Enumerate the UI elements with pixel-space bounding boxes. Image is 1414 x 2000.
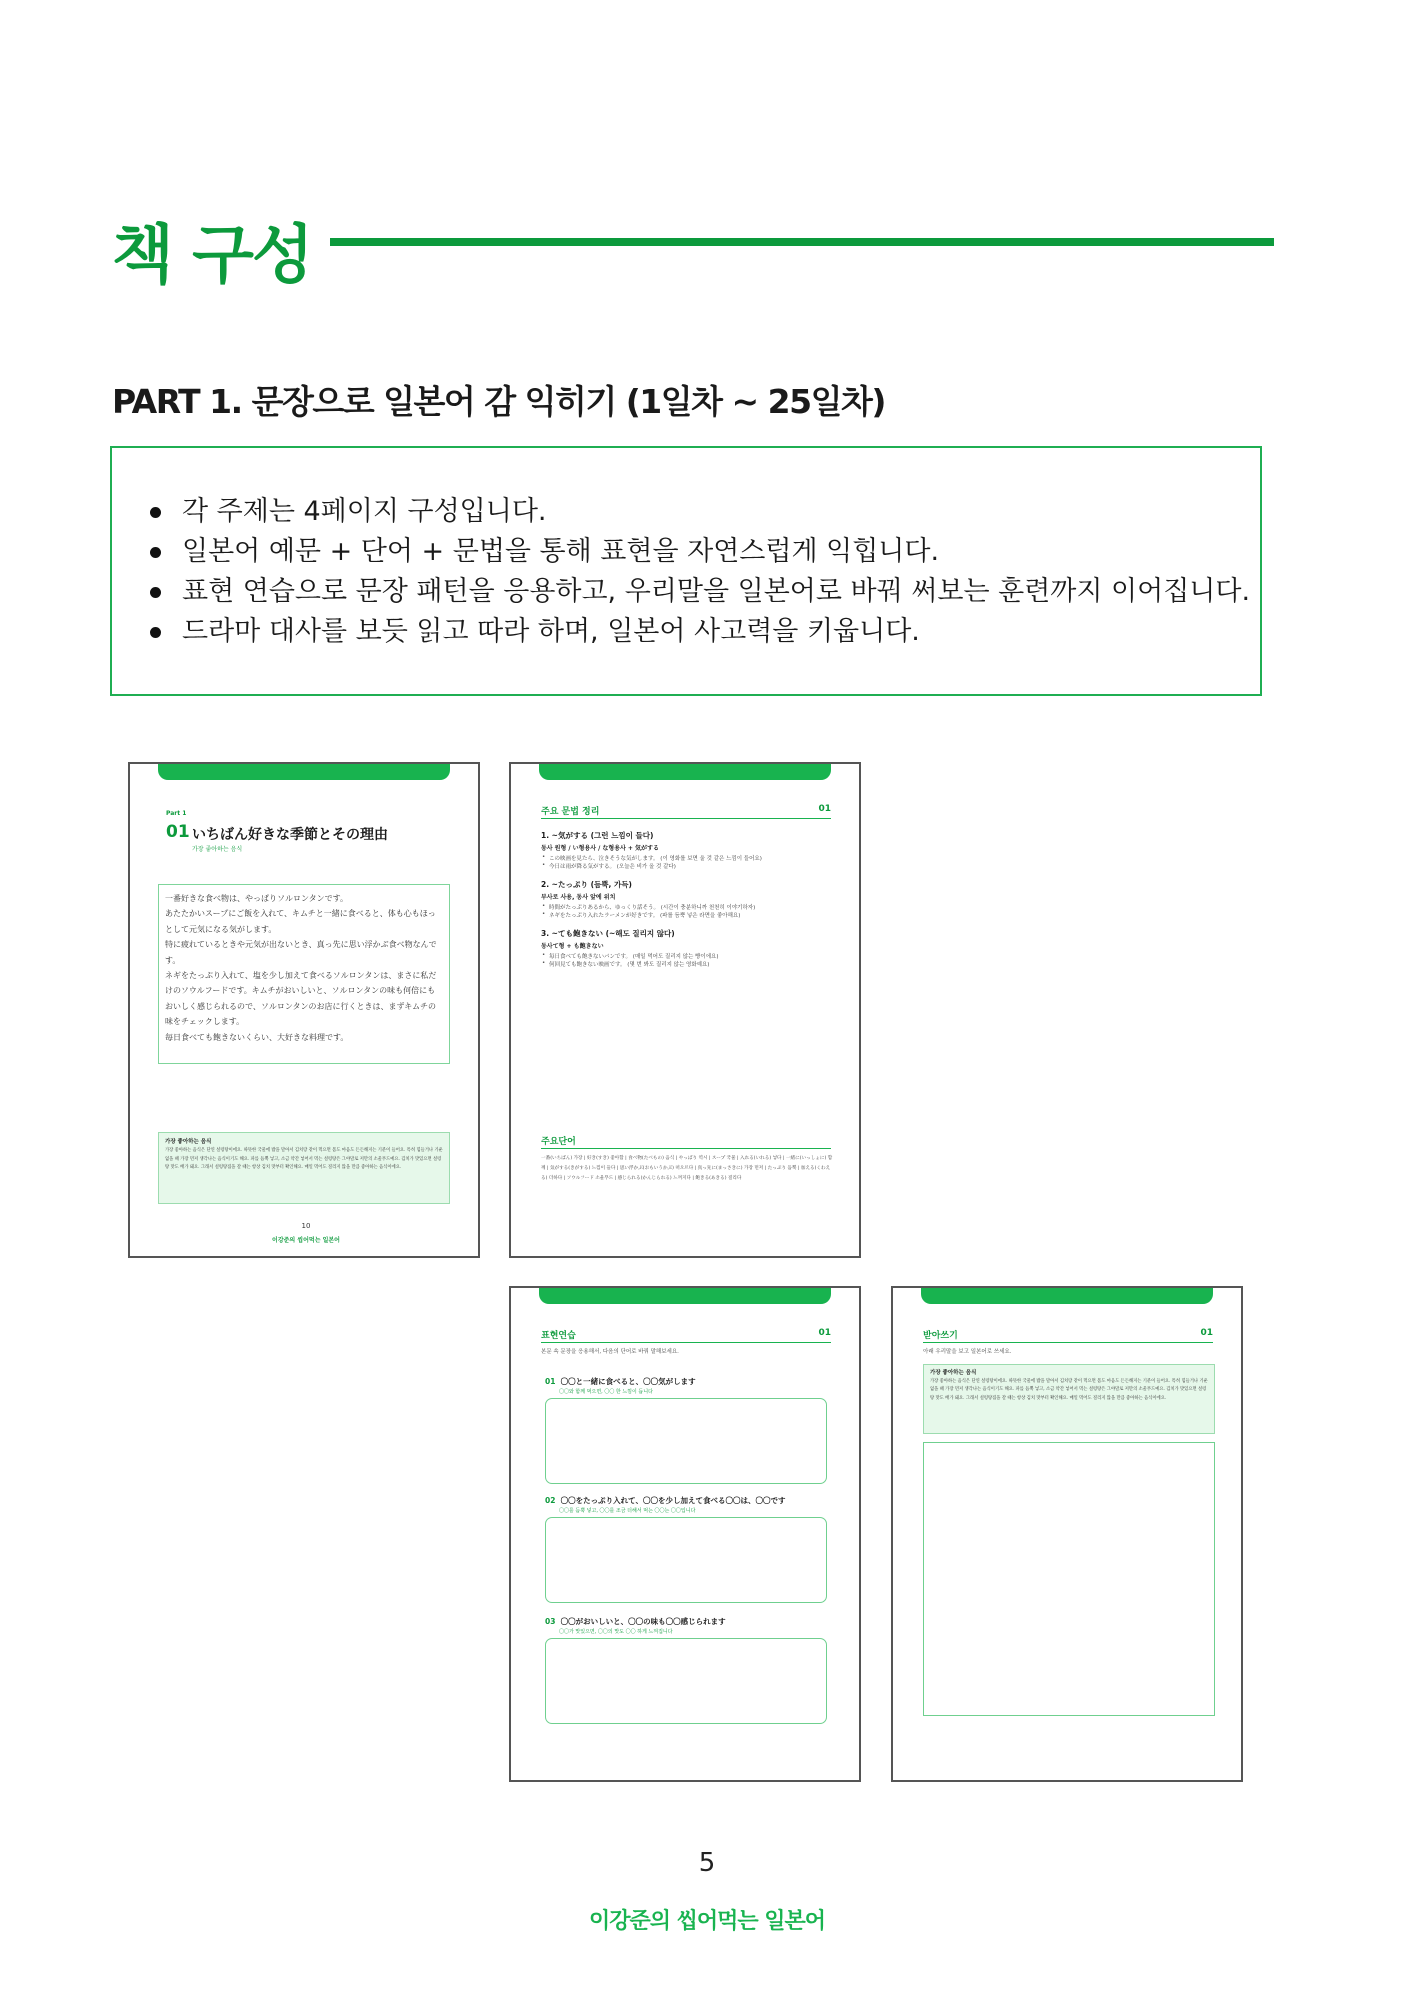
summary-box (110, 446, 1262, 696)
grammar-sub: 부사로 사용, 동사 앞에 위치 (541, 894, 616, 901)
thumb-header-number: 01 (818, 1328, 831, 1338)
thumb-lesson-subtitle: 가장 좋아하는 음식 (192, 846, 243, 853)
grammar-example: • ネギをたっぷり入れたラーメンが好きです。 (파를 듬뿍 넣은 라면을 좋아해요) (541, 911, 841, 919)
exercise-number: 03 (545, 1617, 556, 1626)
practice-instruction: 본문 속 문장을 응용해서, 다음의 단어로 바꿔 말해보세요. (541, 1349, 679, 1355)
thumb-header-rule (923, 1342, 1213, 1343)
reading-paragraph: 特に疲れているときや元気が出ないとき、真っ先に思い浮かぶ食べ物なんです。 (165, 940, 437, 965)
thumb-header-rule (541, 818, 831, 819)
summary-item: 각 주제는 4페이지 구성입니다. (148, 492, 1250, 532)
grammar-title: 3. ~ても飽きない (~해도 질리지 않다) (541, 929, 675, 938)
grammar-sub: 동사て형 + も飽きない (541, 943, 604, 950)
thumb-part-label: Part 1 (166, 810, 187, 817)
grammar-example: • 今日は雨が降る気がする。 (오늘은 비가 올 것 같다) (541, 862, 841, 870)
reading-paragraph: ネギをたっぷり入れて、塩を少し加えて食べるソルロンタンは、まさに私だけのソウルフードです。キムチがおいしいと、ソルロンタンの味も何倍にもおいしく感じられるので、ソルロンタンのお店に行くときは、まずキムチの味をチェックします。 (165, 971, 437, 1027)
section-title: 책 구성 (112, 219, 312, 293)
exercise-hint: 〇〇를 듬뿍 넣고, 〇〇를 조금 더해서 먹는 〇〇는 〇〇입니다 (559, 1508, 696, 1514)
thumb-page-number: 10 (301, 1222, 311, 1230)
grammar-sub: 동사 원형 / い형용사 / な형용사 + 気がする (541, 845, 659, 852)
thumb-tab (539, 1288, 831, 1304)
summary-item: 드라마 대사를 보듯 읽고 따라 하며, 일본어 사고력을 키웁니다. (148, 612, 1250, 652)
thumb-header: 표현연습 (541, 1331, 576, 1341)
thumb-footer: 이강준의 씹어먹는 일본어 (272, 1237, 340, 1244)
summary-list (148, 492, 1250, 652)
grammar-item (541, 928, 841, 968)
exercise-text: 〇〇と一緒に食べると、〇〇気がします (560, 1377, 696, 1386)
reading-paragraph: あたたかいスープにご飯を入れて、キムチと一緒に食べると、体も心もほっとして元気になる気がします。 (165, 909, 436, 934)
reading-paragraph: 毎日食べても飽きないくらい、大好きな料理です。 (165, 1032, 349, 1042)
dictation-answer-box[interactable] (923, 1442, 1215, 1716)
grammar-list (541, 830, 841, 968)
vocab-rule (541, 1148, 831, 1149)
hint-title: 가장 좋아하는 음식 (165, 1139, 212, 1145)
thumb-lesson-number: 01 (166, 822, 190, 842)
grammar-example: • 何回見ても飽きない映画です。 (몇 번 봐도 질리지 않는 영화예요) (541, 960, 841, 968)
exercise-text: 〇〇をたっぷり入れて、〇〇を少し加えて食べる〇〇は、〇〇です (560, 1496, 786, 1505)
thumb-grammar-page (509, 762, 861, 1258)
thumb-reading-box (158, 884, 450, 1064)
hint-text: 가장 좋아하는 음식은 단연 설렁탕이에요. 따뜻한 국물에 밥을 말아서 김치랑 같이 먹으면 몸도 마음도 든든해지는 기분이 들어요. 특히 힘들거나 기운 없을 때 가장 먼저 생각나는 음식이기도 해요. 파를 듬뿍 넣고, 소금 약간 넣어서 먹는 설렁탕은 그야말로 저만의 소울푸드예요. 김치가 맛있으면 설렁탕 맛도 배가 돼요. 그래서 설렁탕집을 갈 때는 항상 김치 맛부터 확인해요. 매일 먹어도 질리지 않을 만큼 좋아하는 음식이에요. (165, 1148, 443, 1171)
dictation-instruction: 아래 우리말을 보고 일본어로 쓰세요. (923, 1349, 1012, 1355)
part-title: PART 1. 문장으로 일본어 감 익히기 (1일차 ~ 25일차) (112, 382, 885, 421)
book-title: 이강준의 씹어먹는 일본어 (588, 1909, 826, 1934)
thumb-reading-page (128, 762, 480, 1258)
thumb-tab (921, 1288, 1213, 1304)
grammar-example: • 毎日食べても飽きないパンです。 (매일 먹어도 질리지 않는 빵이에요) (541, 952, 841, 960)
exercise-prompt (545, 1616, 726, 1627)
exercise-text: 〇〇がおいしいと、〇〇の味も〇〇感じられます (560, 1617, 726, 1626)
summary-item: 표현 연습으로 문장 패턴을 응용하고, 우리말을 일본어로 바꿔 써보는 훈련까지 이어집니다. (148, 572, 1250, 612)
exercise-number: 01 (545, 1377, 556, 1386)
thumb-header: 받아쓰기 (923, 1331, 958, 1341)
thumb-header: 주요 문법 정리 (541, 807, 600, 817)
summary-item: 일본어 예문 + 단어 + 문법을 통해 표현을 자연스럽게 익힙니다. (148, 532, 1250, 572)
exercise-prompt (545, 1495, 786, 1506)
thumb-header-number: 01 (1200, 1328, 1213, 1338)
grammar-example: • 時間がたっぷりあるから、ゆっくり話そう。 (시간이 충분하니까 천천히 이야기하자) (541, 903, 841, 911)
page-number: 5 (698, 1848, 716, 1878)
thumb-header-rule (541, 1342, 831, 1343)
thumb-tab (158, 764, 450, 780)
dictation-hint-box (923, 1364, 1215, 1434)
thumb-hint-box (158, 1132, 450, 1204)
answer-box[interactable] (545, 1638, 827, 1724)
thumb-lesson-title: いちばん好きな季節とその理由 (192, 827, 388, 843)
vocab-text: 一番(いちばん) 가장 | 好き(すき) 좋아함 | 食べ物(たべもの) 음식 | やっぱり 역시 | スープ 국물 | 入れる(いれる) 넣다 | 一緒に(いっしょに) 함께 | 気がする(きがする) 느낌이 들다 | 思い浮かぶ(おもいうかぶ) 떠오르다 | 真っ先に(まっさきに) 가장 먼저 | たっぷり 듬뿍 | 加える(くわえる) 더하다 | ソウルフード 소울푸드 | 感じられる(かんじられる) 느껴지다 | 飽きる(あきる) 질리다 (541, 1156, 833, 1181)
thumb-tab (539, 764, 831, 780)
answer-box[interactable] (545, 1398, 827, 1484)
exercise-hint: 〇〇와 함께 먹으면, 〇〇 한 느낌이 듭니다 (559, 1389, 653, 1395)
thumb-dictation-page (891, 1286, 1243, 1782)
grammar-example: • この映画を見たら、泣きそうな気がします。 (이 영화를 보면 울 것 같은 느낌이 들어요) (541, 854, 841, 862)
grammar-item (541, 879, 841, 919)
exercise-hint: 〇〇가 맛있으면, 〇〇의 맛도 〇〇 하게 느껴집니다 (559, 1629, 673, 1635)
hint-title: 가장 좋아하는 음식 (930, 1370, 977, 1376)
thumb-header-number: 01 (818, 804, 831, 814)
hint-text: 가장 좋아하는 음식은 단연 설렁탕이에요. 따뜻한 국물에 밥을 말아서 김치랑 같이 먹으면 몸도 마음도 든든해지는 기분이 들어요. 특히 힘들거나 기운 없을 때 가장 먼저 생각나는 음식이기도 해요. 파를 듬뿍 넣고, 소금 약간 넣어서 먹는 설렁탕은 그야말로 저만의 소울푸드예요. 김치가 맛있으면 설렁탕 맛도 배가 돼요. 그래서 설렁탕집을 갈 때는 항상 김치 맛부터 확인해요. 매일 먹어도 질리지 않을 만큼 좋아하는 음식이에요. (930, 1379, 1208, 1401)
vocab-title: 주요단어 (541, 1137, 576, 1147)
grammar-item (541, 830, 841, 870)
grammar-title: 2. ~たっぷり (듬뿍, 가득) (541, 880, 632, 889)
answer-box[interactable] (545, 1517, 827, 1603)
grammar-title: 1. ~気がする (그런 느낌이 들다) (541, 831, 654, 840)
section-rule (330, 238, 1274, 246)
thumb-practice-page (509, 1286, 861, 1782)
exercise-prompt (545, 1376, 696, 1387)
exercise-number: 02 (545, 1496, 556, 1505)
reading-paragraph: 一番好きな食べ物は、やっぱりソルロンタンです。 (165, 894, 349, 903)
